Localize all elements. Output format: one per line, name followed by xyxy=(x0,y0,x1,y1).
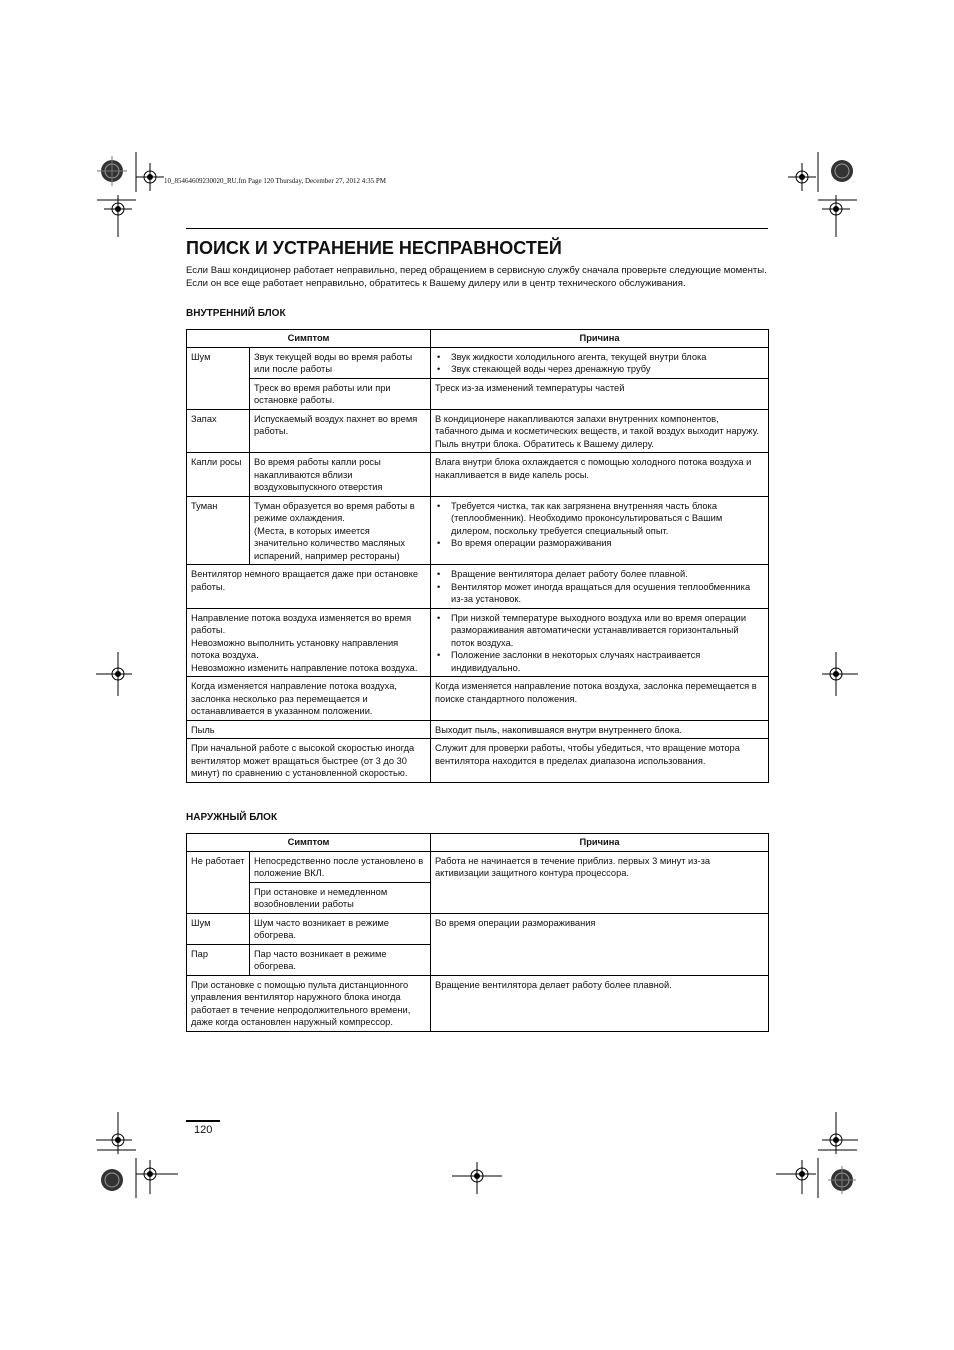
col-cause: Причина xyxy=(431,834,769,852)
cause-line: Пыль внутри блока. Обратитесь к Вашему дилеру. xyxy=(435,438,654,449)
list-item: • Положение заслонки в некоторых случаях настраивается индивидуально. xyxy=(435,649,764,674)
category-smell: Запах xyxy=(187,409,250,453)
symptom-line: Направление потока воздуха изменяется во время работы. xyxy=(191,612,412,635)
table-row xyxy=(187,913,769,944)
symptom-cell: При остановке с помощью пульта дистанционного управления вентилятор наружного блока иногда работает в течение непродолжительного времени, даже когда остановлен наружный компрессор. xyxy=(187,975,431,1031)
cause-cell: Работа не начинается в течение приблиз. первых 3 минут из-за активизации защитного контура процессора. xyxy=(431,851,769,913)
list-item: • Требуется чистка, так как загрязнена внутренняя часть блока (теплообменник). Необходимо проконсультироваться с Вашим дилером, поскольку требуется специальный опыт. xyxy=(435,500,764,538)
table-header-row xyxy=(187,330,769,348)
corner-target-br xyxy=(828,1166,856,1194)
symptom-cell: При остановке и немедленном возобновлении работы xyxy=(250,882,431,913)
intro-text: Если Ваш кондиционер работает неправильно, перед обращением в сервисную службу сначала проверьте следующие моменты. Если он все еще работает неправильно, обратитесь к Вашему дилеру или в центр технического обслуживания. xyxy=(186,265,767,289)
table-header-row xyxy=(187,834,769,852)
cause-cell: Треск из-за изменений температуры частей xyxy=(431,378,769,409)
table-row xyxy=(187,347,769,378)
list-item: • При низкой температуре выходного воздуха или во время операции размораживания автоматически устанавливается горизонтальный поток воздуха. xyxy=(435,612,764,650)
table-row xyxy=(187,677,769,721)
list-item: • Звук жидкости холодильного агента, текущей внутри блока xyxy=(435,351,764,364)
symptom-line: Невозможно выполнить установку направления потока воздуха. xyxy=(191,637,399,660)
page-title: ПОИСК И УСТРАНЕНИЕ НЕСПРАВНОСТЕЙ xyxy=(186,238,562,258)
category-fog: Туман xyxy=(187,496,250,565)
cause-cell: Влага внутри блока охлаждается с помощью холодного потока воздуха и накапливается в виде капель росы. xyxy=(431,453,769,497)
cause-cell xyxy=(431,409,769,453)
col-symptom: Симптом xyxy=(187,330,431,348)
cause-cell: Когда изменяется направление потока воздуха, заслонка перемещается в поиске стандартного положения. xyxy=(431,677,769,721)
col-cause: Причина xyxy=(431,330,769,348)
corner-target-tr xyxy=(831,160,853,182)
cause-cell xyxy=(431,347,769,378)
outdoor-heading: НАРУЖНЫЙ БЛОК xyxy=(186,812,278,823)
symptom-cell: Звук текущей воды во время работы или после работы xyxy=(250,347,431,378)
col-symptom: Симптом xyxy=(187,834,431,852)
cause-cell xyxy=(431,565,769,609)
page-number: 120 xyxy=(194,1124,213,1136)
symptom-cell: Непосредственно после установлено в положение ВКЛ. xyxy=(250,851,431,882)
category-steam: Пар xyxy=(187,944,250,975)
symptom-cell: Пыль xyxy=(187,720,431,739)
table-row xyxy=(187,739,769,783)
category-not-working: Не работает xyxy=(187,851,250,913)
page-number-rule xyxy=(186,1120,220,1122)
table-row xyxy=(187,720,769,739)
list-item: • Звук стекающей воды через дренажную трубу xyxy=(435,363,764,376)
cause-cell: Выходит пыль, накопившаяся внутри внутреннего блока. xyxy=(431,720,769,739)
cause-cell: Во время операции размораживания xyxy=(431,913,769,975)
list-item: • Во время операции размораживания xyxy=(435,537,764,550)
corner-target-tl xyxy=(97,156,127,186)
symptom-cell: При начальной работе с высокой скоростью иногда вентилятор может вращаться быстрее (от 3 до 30 минут) по сравнению с установленной скоростью. xyxy=(187,739,431,783)
symptom-cell: Испускаемый воздух пахнет во время работы. xyxy=(250,409,431,453)
outdoor-table xyxy=(186,833,769,1032)
table-row xyxy=(187,608,769,677)
list-item: • Вентилятор может иногда вращаться для осушения теплообменника из-за установок. xyxy=(435,581,764,606)
indoor-heading: ВНУТРЕННИЙ БЛОК xyxy=(186,308,286,319)
table-row xyxy=(187,453,769,497)
list-item: • Вращение вентилятора делает работу более плавной. xyxy=(435,568,764,581)
symptom-cell: Вентилятор немного вращается даже при остановке работы. xyxy=(187,565,431,609)
table-row xyxy=(187,565,769,609)
file-info: 10_85464609230020_RU.fm Page 120 Thursday, December 27, 2012 4:35 PM xyxy=(164,177,387,185)
cause-cell xyxy=(431,496,769,565)
table-row xyxy=(187,409,769,453)
cause-cell: Вращение вентилятора делает работу более плавной. xyxy=(431,975,769,1031)
cause-cell: Служит для проверки работы, чтобы убедиться, что вращение мотора вентилятора находится в пределах диапазона использования. xyxy=(431,739,769,783)
symptom-cell: Треск во время работы или при остановке работы. xyxy=(250,378,431,409)
symptom-line: Туман образуется во время работы в режиме охлаждения. xyxy=(254,500,415,523)
symptom-cell xyxy=(250,496,431,565)
symptom-cell xyxy=(187,608,431,677)
symptom-line: Невозможно изменить направление потока воздуха. xyxy=(191,662,418,673)
header-rule xyxy=(186,228,768,229)
table-row xyxy=(187,975,769,1031)
table-row xyxy=(187,378,769,409)
symptom-cell: Пар часто возникает в режиме обогрева. xyxy=(250,944,431,975)
corner-target-bl xyxy=(101,1169,123,1191)
category-noise: Шум xyxy=(187,913,250,944)
symptom-cell: Во время работы капли росы накапливаются вблизи воздуховыпускного отверстия xyxy=(250,453,431,497)
table-row xyxy=(187,496,769,565)
symptom-cell: Когда изменяется направление потока воздуха, заслонка несколько раз перемещается и останавливается в указанном положении. xyxy=(187,677,431,721)
symptom-note: (Места, в которых имеется значительно количество масляных испарений, например рестораны) xyxy=(254,525,405,561)
symptom-cell: Шум часто возникает в режиме обогрева. xyxy=(250,913,431,944)
cause-cell xyxy=(431,608,769,677)
category-noise: Шум xyxy=(187,347,250,409)
category-dew: Капли росы xyxy=(187,453,250,497)
cause-line: В кондиционере накапливаются запахи внутренних компонентов, табачного дыма и косметических веществ, и такой воздух выходит наружу. xyxy=(435,413,759,436)
table-row xyxy=(187,851,769,882)
indoor-table xyxy=(186,329,769,783)
